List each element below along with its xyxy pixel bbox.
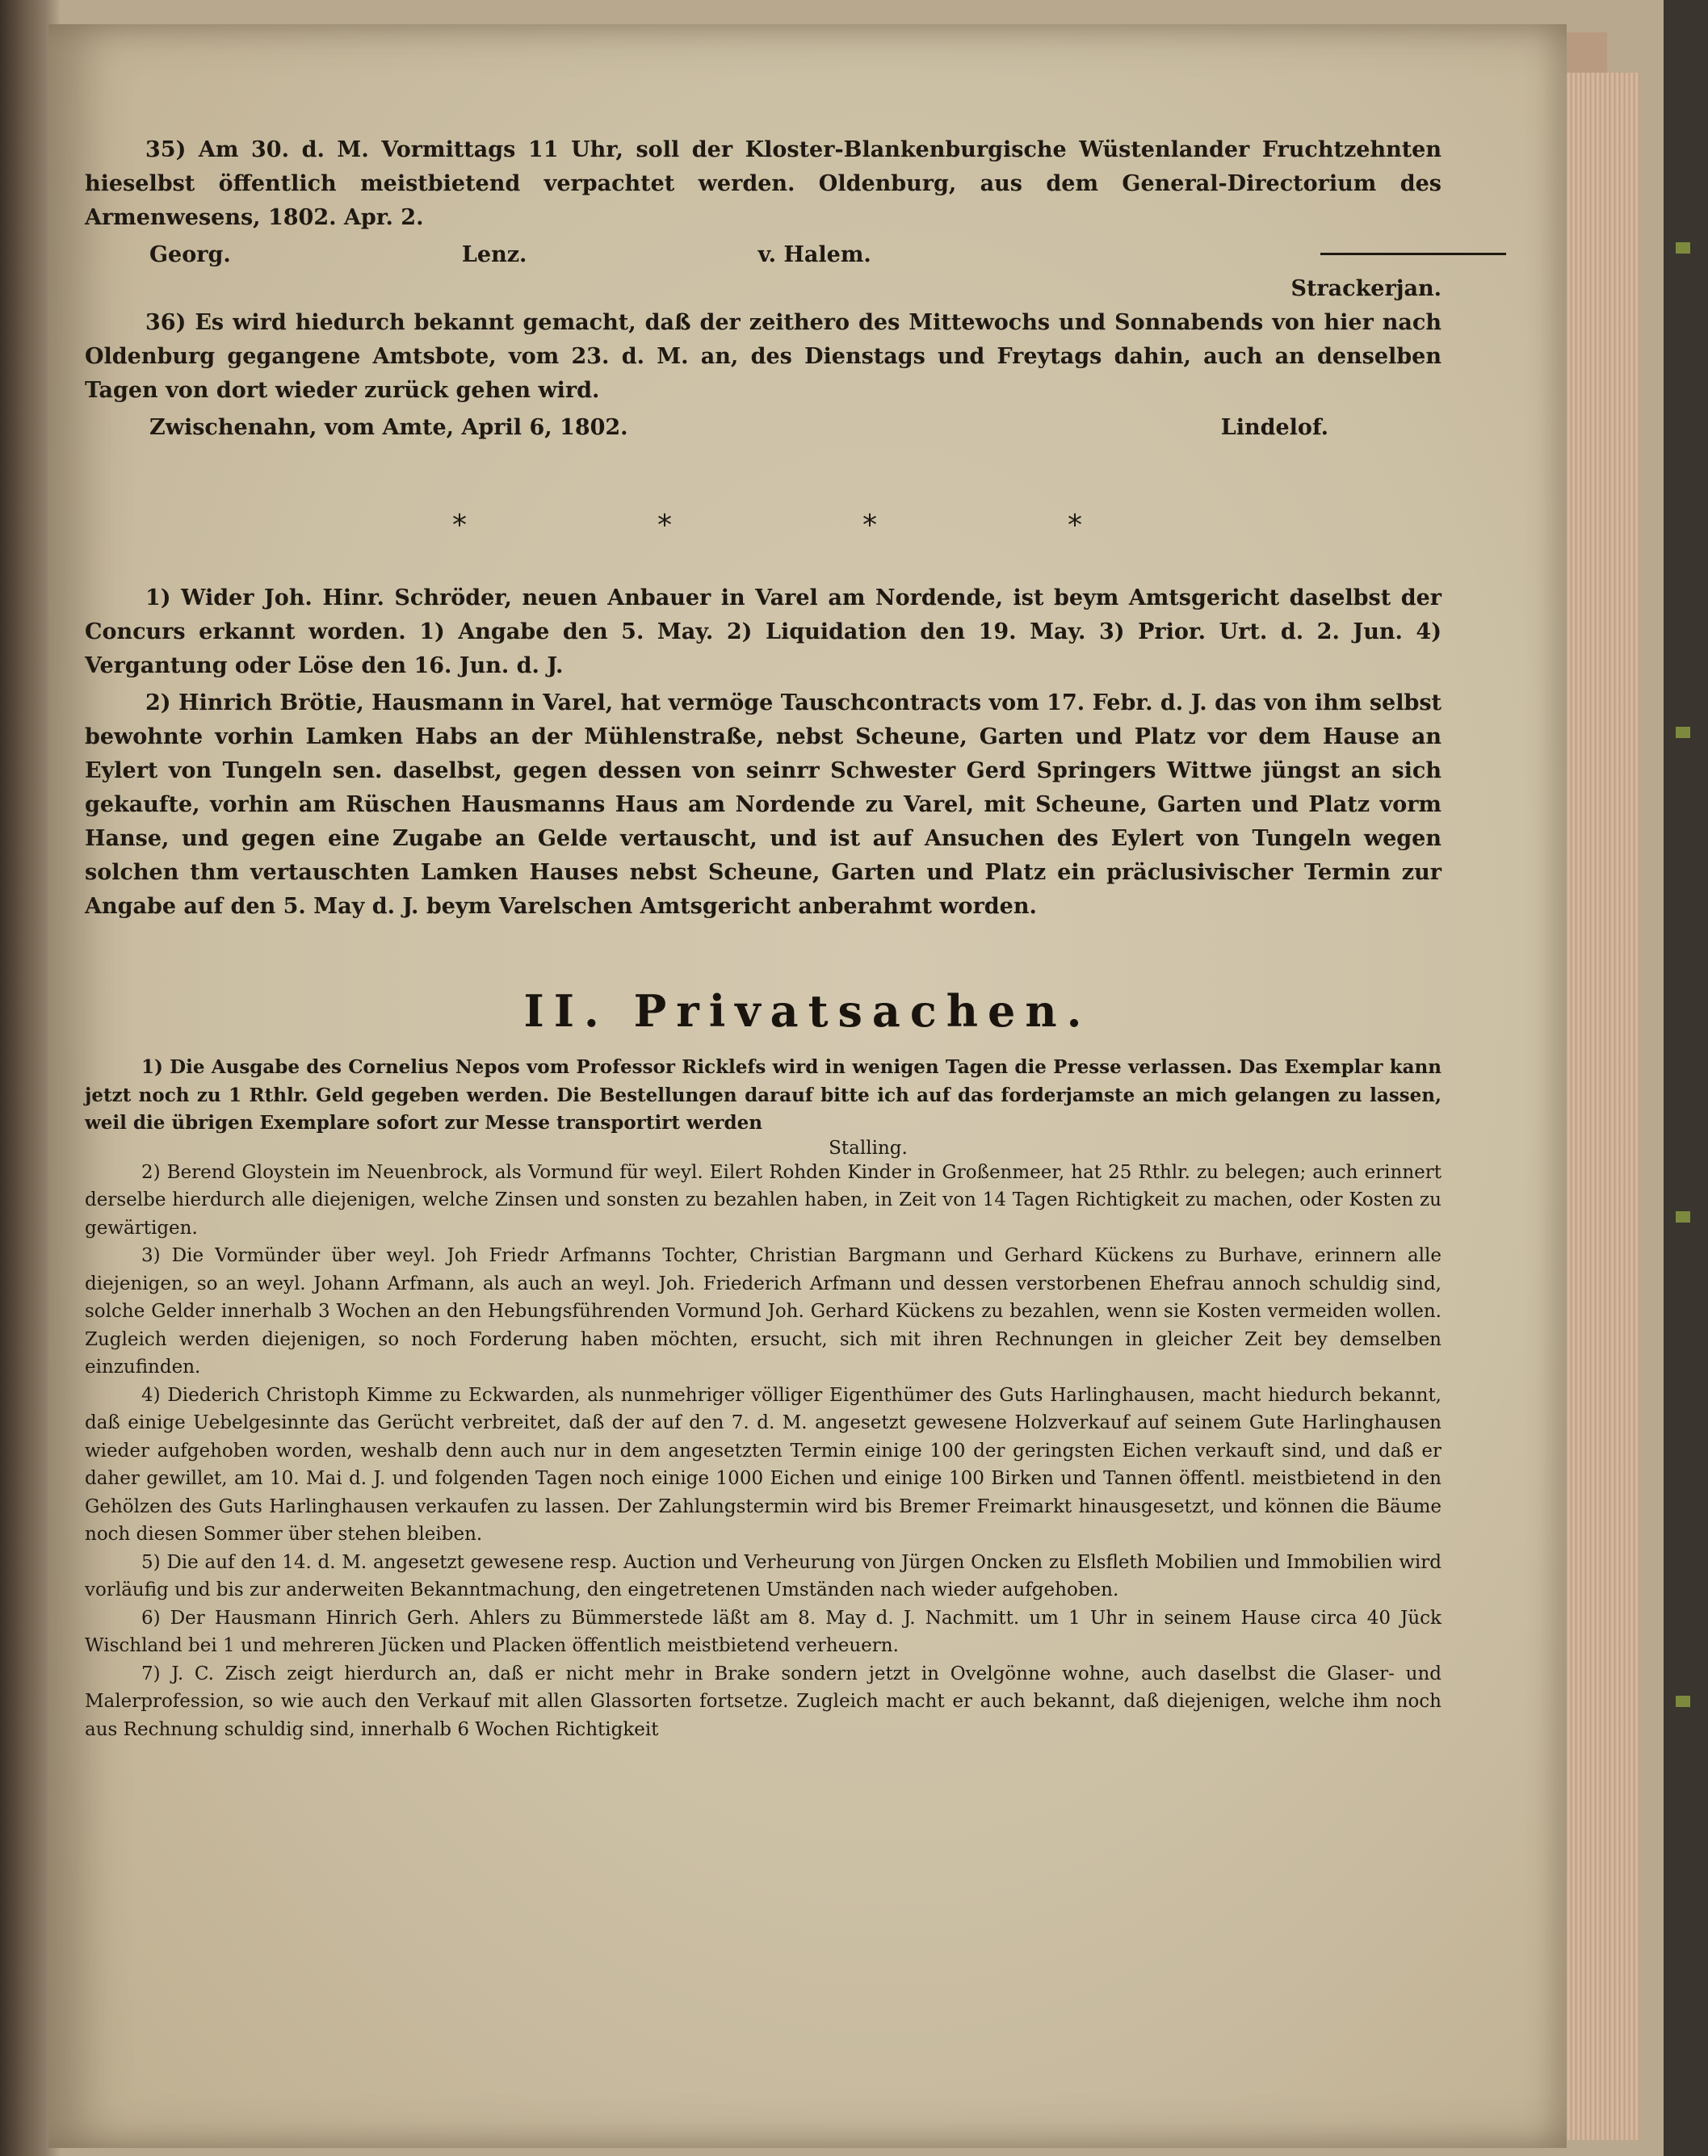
- separator-star: *: [862, 509, 877, 542]
- notice-35-signers: [85, 238, 1506, 272]
- signer-lindelof: Lindelof.: [1220, 415, 1328, 440]
- signer-lenz: Lenz.: [461, 242, 527, 267]
- notice-36-place-date: Zwischenahn, vom Amte, April 6, 1802.: [149, 415, 628, 440]
- notice-35-text: 35) Am 30. d. M. Vormittags 11 Uhr, soll der Kloster-Blankenburgische Wüstenlander Fruchtzehnten hieselbst öffentlich meistbietend verpachtet werden. Oldenburg, aus dem General-Directorium des Armenwesens, 1802. Apr. 2.: [85, 137, 1442, 230]
- ruler-mark: [1676, 1696, 1690, 1707]
- separator-star: *: [452, 509, 467, 542]
- court-notices: [85, 581, 1442, 927]
- private-notice-4: 4) Diederich Christoph Kimme zu Eckwarden, als nunmehriger völliger Eigenthümer des Guts Harlinghausen, macht hiedurch bekannt, daß einige Uebelgesinnte das Gerücht verbreitet, daß der auf den 7. d. M. angesetzt gewesene Holzverkauf auf seinem Gute Harlinghausen wieder aufgehoben worden, weshalb denn auch nur in dem angesetzten Termin einige 100 der geringsten Eichen verkauft sind, und daß er daher gewillet, am 10. Mai d. J. und folgenden Tagen noch einige 1000 Eichen und einige 100 Birken und Tannen öffentl. meistbietend in den Gehölzen des Guts Harlinghausen verkaufen zu lassen. Der Zahlungstermin wird bis Bremer Freimarkt hinausgesetzt, und können die Bäume noch diesen Sommer über stehen bleiben.: [85, 1384, 1442, 1545]
- private-notices: [85, 1054, 1442, 1743]
- private-notice-2: 2) Berend Gloystein im Neuenbrock, als Vormund für weyl. Eilert Rohden Kinder in Großenmeer, hat 25 Rthlr. zu belegen; auch erinnert derselbe hierdurch alle diejenigen, welche Zinsen und sonsten zu bezahlen haben, in Zeit von 14 Tagen Richtigkeit zu machen, oder Kosten zu gewärtigen.: [85, 1161, 1442, 1239]
- signer-georg: Georg.: [149, 242, 231, 267]
- ruler-mark: [1676, 1211, 1690, 1223]
- private-notice-7: 7) J. C. Zisch zeigt hierdurch an, daß er nicht mehr in Brake sondern jetzt in Ovelgönne wohne, auch daselbst die Glaser- und Malerprofession, so wie auch den Verkauf mit allen Glassorten fortsetze. Zugleich macht er auch bekannt, daß diejenigen, welche ihm noch aus Rechnung schuldig sind, innerhalb 6 Wochen Richtigkeit: [85, 1663, 1442, 1740]
- scan-ruler: [1664, 0, 1708, 2156]
- ruler-mark: [1676, 242, 1690, 254]
- notice-36-footer: [85, 411, 1442, 445]
- separator-stars: [452, 509, 1082, 542]
- private-notice-5: 5) Die auf den 14. d. M. angesetzt gewesene resp. Auction und Verheurung von Jürgen Oncken zu Elsfleth Mobilien und Immobilien wird vorläufig und bis zur anderweiten Bekanntmachung, den eingetretenen Umständen nach wieder aufgehoben.: [85, 1551, 1442, 1600]
- court-notice-1: 1) Wider Joh. Hinr. Schröder, neuen Anbauer in Varel am Nordende, ist beym Amtsgericht daselbst der Concurs erkannt worden. 1) Angabe den 5. May. 2) Liquidation den 19. May. 3) Prior. Urt. d. 2. Jun. 4) Vergantung oder Löse den 16. Jun. d. J.: [85, 585, 1442, 678]
- ruler-mark: [1676, 727, 1690, 738]
- notice-36-text: 36) Es wird hiedurch bekannt gemacht, daß der zeithero des Mittewochs und Sonnabends von hier nach Oldenburg gegangene Amtsbote, vom 23. d. M. an, des Dienstags und Freytags dahin, auch an denselben Tagen von dort wieder zurück gehen wird.: [85, 310, 1442, 403]
- private-notice-1: 1) Die Ausgabe des Cornelius Nepos vom Professor Ricklefs wird in wenigen Tagen die Presse verlassen. Das Exemplar kann jetzt noch zu 1 Rthlr. Geld gegeben werden. Die Bestellungen darauf bitte ich auf das forderjamste an mich gelangen zu lassen, weil die übrigen Exemplare sofort zur Messe transportirt werden: [85, 1056, 1442, 1134]
- page-edge-stack: [1567, 73, 1639, 2140]
- signer-halem: v. Halem.: [757, 242, 871, 267]
- signature-rule: [1102, 238, 1506, 272]
- private-notice-3: 3) Die Vormünder über weyl. Joh Friedr Arfmanns Tochter, Christian Bargmann und Gerhard Kückens zu Burhave, erinnern alle diejenigen, so an weyl. Johann Arfmann, als auch an weyl. Joh. Friederich Arfmann und dessen verstorbenen Ehefrau annoch schuldig sind, solche Gelder innerhalb 3 Wochen an den Hebungsführenden Vormund Joh. Gerhard Kückens zu bezahlen, wenn sie Kosten vermeiden wollen. Zugleich werden diejenigen, so noch Forderung haben möchten, ersucht, sich mit ihren Rechnungen in gleicher Zeit bey demselben einzufinden.: [85, 1245, 1442, 1378]
- private-notice-6: 6) Der Hausmann Hinrich Gerh. Ahlers zu Bümmerstede läßt am 8. May d. J. Nachmitt. um 1 Uhr in seinem Hause circa 40 Jück Wischland bei 1 und mehreren Jücken und Placken öffentlich meistbietend verheuern.: [85, 1607, 1442, 1656]
- signer-stalling: Stalling.: [829, 1137, 908, 1159]
- separator-star: *: [657, 509, 672, 542]
- court-notice-2: 2) Hinrich Brötie, Hausmann in Varel, hat vermöge Tauschcontracts vom 17. Febr. d. J. das von ihm selbst bewohnte vorhin Lamken Habs an der Mühlenstraße, nebst Scheune, Garten und Platz vor dem Hause an Eylert von Tungeln sen. daselbst, gegen dessen von seinrr Schwester Gerd Springers Wittwe jüngst an sich gekaufte, vorhin am Rüschen Hausmanns Haus am Nordende zu Varel, mit Scheune, Garten und Platz vorm Hanse, und gegen eine Zugabe an Gelde vertauscht, und ist auf Ansuchen des Eylert von Tungeln wegen solchen thm vertauschten Lamken Hauses nebst Scheune, Garten und Platz ein präclusivischer Termin zur Angabe auf den 5. May d. J. beym Varelschen Amtsgericht anberahmt worden.: [85, 690, 1442, 919]
- notices-upper: [85, 133, 1442, 445]
- section-heading: II. Privatsachen.: [523, 985, 1092, 1037]
- separator-star: *: [1068, 509, 1082, 542]
- signer-strackerjan: Strackerjan.: [1290, 276, 1442, 301]
